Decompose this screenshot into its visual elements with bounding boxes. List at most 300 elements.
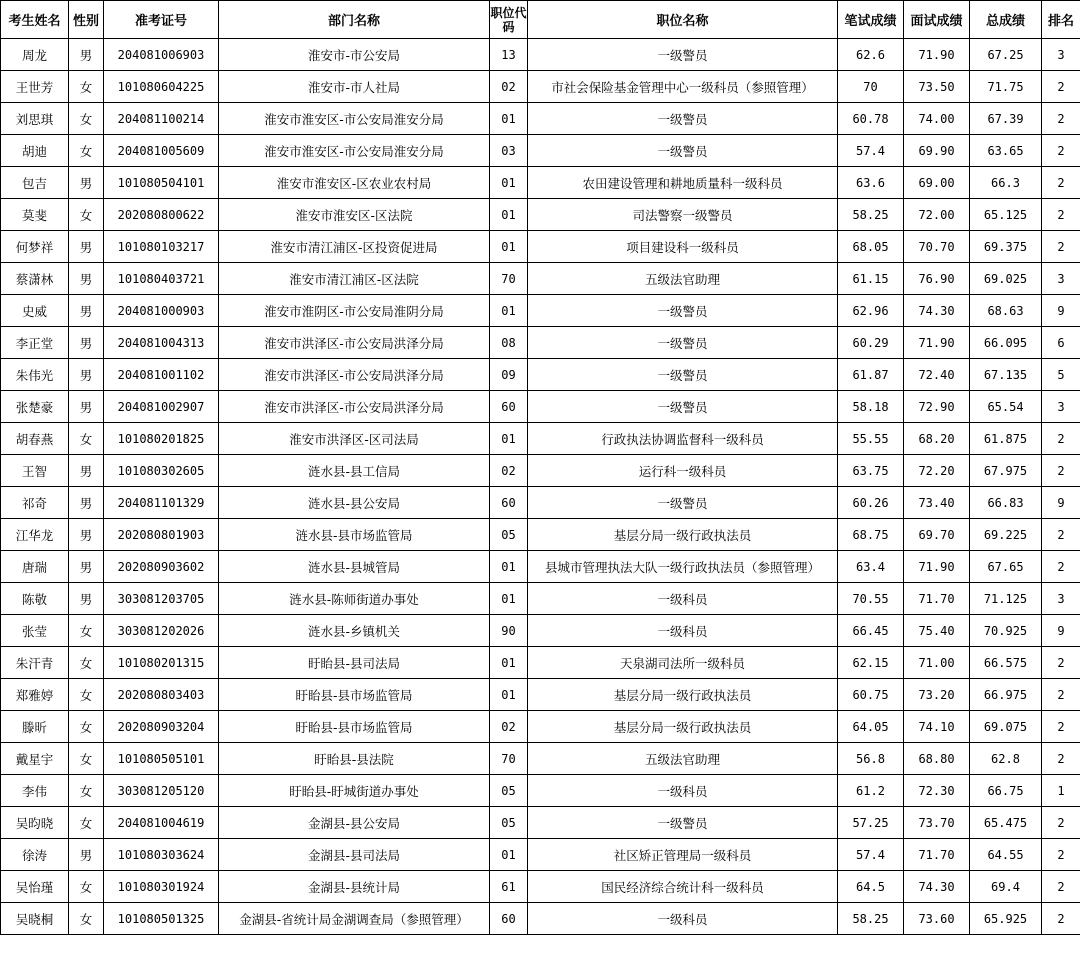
table-row — [1, 871, 1080, 903]
cell-written-score: 61.87 — [838, 359, 904, 391]
table-row — [1, 423, 1080, 455]
cell-total-score: 67.25 — [970, 39, 1042, 71]
cell-written-score: 62.96 — [838, 295, 904, 327]
cell-name: 陈敬 — [1, 583, 69, 615]
cell-written-score: 66.45 — [838, 615, 904, 647]
cell-total-score: 68.63 — [970, 295, 1042, 327]
cell-rank: 2 — [1042, 647, 1080, 679]
cell-rank: 1 — [1042, 775, 1080, 807]
cell-rank: 2 — [1042, 103, 1080, 135]
cell-written-score: 60.75 — [838, 679, 904, 711]
cell-position-name: 一级警员 — [528, 103, 838, 135]
cell-written-score: 57.4 — [838, 135, 904, 167]
cell-position-code: 01 — [490, 647, 528, 679]
table-row — [1, 327, 1080, 359]
cell-name: 周龙 — [1, 39, 69, 71]
cell-department: 淮安市清江浦区-区投资促进局 — [219, 231, 490, 263]
cell-position-code: 61 — [490, 871, 528, 903]
cell-department: 涟水县-县市场监管局 — [219, 519, 490, 551]
cell-position-code: 01 — [490, 551, 528, 583]
cell-rank: 9 — [1042, 615, 1080, 647]
cell-department: 淮安市清江浦区-区法院 — [219, 263, 490, 295]
cell-exam-id: 303081203705 — [104, 583, 219, 615]
cell-name: 郑雅婷 — [1, 679, 69, 711]
cell-gender: 女 — [69, 807, 104, 839]
cell-position-code: 05 — [490, 775, 528, 807]
header-position-name: 职位名称 — [528, 1, 838, 39]
cell-rank: 2 — [1042, 231, 1080, 263]
cell-position-code: 60 — [490, 903, 528, 935]
cell-total-score: 69.225 — [970, 519, 1042, 551]
cell-name: 张莹 — [1, 615, 69, 647]
cell-written-score: 63.75 — [838, 455, 904, 487]
cell-written-score: 57.4 — [838, 839, 904, 871]
cell-name: 王智 — [1, 455, 69, 487]
cell-name: 胡春燕 — [1, 423, 69, 455]
table-row — [1, 519, 1080, 551]
header-row — [1, 1, 1080, 39]
cell-interview-score: 72.00 — [904, 199, 970, 231]
cell-department: 淮安市洪泽区-市公安局洪泽分局 — [219, 327, 490, 359]
cell-exam-id: 204081005609 — [104, 135, 219, 167]
cell-position-code: 01 — [490, 231, 528, 263]
cell-department: 淮安市洪泽区-市公安局洪泽分局 — [219, 391, 490, 423]
cell-exam-id: 303081205120 — [104, 775, 219, 807]
cell-interview-score: 74.30 — [904, 871, 970, 903]
cell-interview-score: 74.30 — [904, 295, 970, 327]
table-row — [1, 391, 1080, 423]
cell-position-name: 基层分局一级行政执法员 — [528, 679, 838, 711]
cell-total-score: 66.3 — [970, 167, 1042, 199]
cell-written-score: 68.75 — [838, 519, 904, 551]
cell-rank: 5 — [1042, 359, 1080, 391]
cell-gender: 女 — [69, 103, 104, 135]
cell-position-name: 五级法官助理 — [528, 263, 838, 295]
cell-written-score: 56.8 — [838, 743, 904, 775]
cell-interview-score: 72.30 — [904, 775, 970, 807]
cell-position-name: 县城市管理执法大队一级行政执法员（参照管理） — [528, 551, 838, 583]
cell-total-score: 61.875 — [970, 423, 1042, 455]
cell-position-name: 基层分局一级行政执法员 — [528, 711, 838, 743]
cell-written-score: 61.2 — [838, 775, 904, 807]
cell-interview-score: 71.00 — [904, 647, 970, 679]
cell-written-score: 55.55 — [838, 423, 904, 455]
cell-position-name: 一级科员 — [528, 903, 838, 935]
cell-position-name: 运行科一级科员 — [528, 455, 838, 487]
cell-total-score: 67.39 — [970, 103, 1042, 135]
cell-position-code: 03 — [490, 135, 528, 167]
table-row — [1, 199, 1080, 231]
cell-total-score: 67.65 — [970, 551, 1042, 583]
table-row — [1, 71, 1080, 103]
cell-department: 盱眙县-县法院 — [219, 743, 490, 775]
header-interview-score: 面试成绩 — [904, 1, 970, 39]
cell-name: 朱汗青 — [1, 647, 69, 679]
cell-gender: 女 — [69, 711, 104, 743]
table-row — [1, 455, 1080, 487]
cell-interview-score: 73.20 — [904, 679, 970, 711]
cell-department: 涟水县-县城管局 — [219, 551, 490, 583]
cell-written-score: 60.26 — [838, 487, 904, 519]
cell-position-code: 01 — [490, 199, 528, 231]
cell-department: 金湖县-县统计局 — [219, 871, 490, 903]
cell-total-score: 67.975 — [970, 455, 1042, 487]
cell-written-score: 62.15 — [838, 647, 904, 679]
cell-interview-score: 72.40 — [904, 359, 970, 391]
cell-gender: 男 — [69, 39, 104, 71]
cell-written-score: 62.6 — [838, 39, 904, 71]
table-row — [1, 583, 1080, 615]
cell-interview-score: 73.60 — [904, 903, 970, 935]
cell-interview-score: 69.70 — [904, 519, 970, 551]
table-row — [1, 839, 1080, 871]
cell-rank: 2 — [1042, 743, 1080, 775]
cell-total-score: 69.375 — [970, 231, 1042, 263]
cell-interview-score: 70.70 — [904, 231, 970, 263]
cell-position-name: 行政执法协调监督科一级科员 — [528, 423, 838, 455]
cell-position-name: 一级警员 — [528, 295, 838, 327]
table-row — [1, 903, 1080, 935]
header-position-code: 职位代码 — [490, 1, 528, 39]
cell-position-name: 一级科员 — [528, 583, 838, 615]
cell-written-score: 58.25 — [838, 199, 904, 231]
cell-position-code: 01 — [490, 583, 528, 615]
cell-interview-score: 74.10 — [904, 711, 970, 743]
cell-department: 涟水县-县工信局 — [219, 455, 490, 487]
table-row — [1, 167, 1080, 199]
table-row — [1, 679, 1080, 711]
cell-exam-id: 204081004313 — [104, 327, 219, 359]
cell-rank: 3 — [1042, 391, 1080, 423]
cell-name: 江华龙 — [1, 519, 69, 551]
cell-gender: 男 — [69, 455, 104, 487]
cell-exam-id: 204081000903 — [104, 295, 219, 327]
cell-interview-score: 72.20 — [904, 455, 970, 487]
cell-position-code: 05 — [490, 519, 528, 551]
cell-rank: 3 — [1042, 583, 1080, 615]
cell-name: 蔡潇林 — [1, 263, 69, 295]
cell-exam-id: 101080403721 — [104, 263, 219, 295]
cell-name: 史威 — [1, 295, 69, 327]
cell-rank: 2 — [1042, 711, 1080, 743]
cell-position-name: 基层分局一级行政执法员 — [528, 519, 838, 551]
table-row — [1, 263, 1080, 295]
cell-exam-id: 101080504101 — [104, 167, 219, 199]
cell-exam-id: 202080801903 — [104, 519, 219, 551]
cell-position-name: 一级科员 — [528, 615, 838, 647]
cell-interview-score: 69.90 — [904, 135, 970, 167]
cell-gender: 男 — [69, 551, 104, 583]
cell-name: 莫斐 — [1, 199, 69, 231]
cell-exam-id: 204081002907 — [104, 391, 219, 423]
cell-interview-score: 71.70 — [904, 839, 970, 871]
cell-name: 滕昕 — [1, 711, 69, 743]
cell-interview-score: 69.00 — [904, 167, 970, 199]
cell-position-code: 08 — [490, 327, 528, 359]
table-body — [1, 39, 1080, 935]
cell-position-code: 70 — [490, 263, 528, 295]
cell-gender: 女 — [69, 871, 104, 903]
cell-exam-id: 204081100214 — [104, 103, 219, 135]
cell-interview-score: 71.90 — [904, 39, 970, 71]
header-exam-id: 准考证号 — [104, 1, 219, 39]
table-row — [1, 295, 1080, 327]
table-row — [1, 775, 1080, 807]
cell-position-name: 一级科员 — [528, 775, 838, 807]
cell-name: 朱伟光 — [1, 359, 69, 391]
cell-gender: 男 — [69, 391, 104, 423]
cell-name: 胡迪 — [1, 135, 69, 167]
cell-department: 盱眙县-盱城街道办事处 — [219, 775, 490, 807]
cell-rank: 2 — [1042, 455, 1080, 487]
header-name: 考生姓名 — [1, 1, 69, 39]
cell-interview-score: 74.00 — [904, 103, 970, 135]
cell-rank: 2 — [1042, 199, 1080, 231]
cell-exam-id: 202080803403 — [104, 679, 219, 711]
cell-position-name: 天泉湖司法所一级科员 — [528, 647, 838, 679]
cell-position-code: 01 — [490, 295, 528, 327]
cell-department: 盱眙县-县司法局 — [219, 647, 490, 679]
cell-name: 李正堂 — [1, 327, 69, 359]
cell-position-name: 一级警员 — [528, 135, 838, 167]
cell-department: 涟水县-乡镇机关 — [219, 615, 490, 647]
cell-name: 吴昀晓 — [1, 807, 69, 839]
cell-exam-id: 101080103217 — [104, 231, 219, 263]
cell-exam-id: 204081004619 — [104, 807, 219, 839]
cell-rank: 2 — [1042, 519, 1080, 551]
cell-position-code: 09 — [490, 359, 528, 391]
cell-gender: 男 — [69, 359, 104, 391]
cell-gender: 女 — [69, 199, 104, 231]
cell-gender: 男 — [69, 583, 104, 615]
cell-name: 李伟 — [1, 775, 69, 807]
cell-written-score: 64.5 — [838, 871, 904, 903]
cell-department: 涟水县-县公安局 — [219, 487, 490, 519]
cell-position-name: 一级警员 — [528, 327, 838, 359]
cell-total-score: 67.135 — [970, 359, 1042, 391]
cell-gender: 男 — [69, 231, 104, 263]
table-row — [1, 487, 1080, 519]
cell-exam-id: 204081101329 — [104, 487, 219, 519]
cell-gender: 男 — [69, 327, 104, 359]
cell-gender: 女 — [69, 135, 104, 167]
header-department: 部门名称 — [219, 1, 490, 39]
cell-exam-id: 101080303624 — [104, 839, 219, 871]
cell-department: 涟水县-陈师街道办事处 — [219, 583, 490, 615]
header-total-score: 总成绩 — [970, 1, 1042, 39]
cell-interview-score: 71.90 — [904, 551, 970, 583]
cell-total-score: 66.975 — [970, 679, 1042, 711]
cell-gender: 女 — [69, 647, 104, 679]
cell-exam-id: 101080201825 — [104, 423, 219, 455]
cell-gender: 女 — [69, 903, 104, 935]
cell-department: 淮安市洪泽区-区司法局 — [219, 423, 490, 455]
table-row — [1, 743, 1080, 775]
cell-written-score: 57.25 — [838, 807, 904, 839]
cell-exam-id: 101080604225 — [104, 71, 219, 103]
cell-interview-score: 73.70 — [904, 807, 970, 839]
cell-position-name: 农田建设管理和耕地质量科一级科员 — [528, 167, 838, 199]
cell-interview-score: 73.40 — [904, 487, 970, 519]
cell-gender: 男 — [69, 167, 104, 199]
cell-gender: 男 — [69, 263, 104, 295]
cell-rank: 3 — [1042, 263, 1080, 295]
cell-department: 淮安市洪泽区-市公安局洪泽分局 — [219, 359, 490, 391]
cell-department: 金湖县-县公安局 — [219, 807, 490, 839]
cell-exam-id: 101080301924 — [104, 871, 219, 903]
cell-position-code: 05 — [490, 807, 528, 839]
cell-rank: 2 — [1042, 871, 1080, 903]
cell-exam-id: 202080903602 — [104, 551, 219, 583]
cell-position-name: 一级警员 — [528, 391, 838, 423]
cell-gender: 女 — [69, 679, 104, 711]
cell-position-code: 90 — [490, 615, 528, 647]
cell-gender: 女 — [69, 71, 104, 103]
cell-position-code: 13 — [490, 39, 528, 71]
cell-written-score: 70 — [838, 71, 904, 103]
cell-department: 淮安市淮安区-市公安局淮安分局 — [219, 135, 490, 167]
cell-position-name: 社区矫正管理局一级科员 — [528, 839, 838, 871]
cell-rank: 6 — [1042, 327, 1080, 359]
cell-gender: 男 — [69, 295, 104, 327]
cell-exam-id: 101080302605 — [104, 455, 219, 487]
cell-position-name: 国民经济综合统计科一级科员 — [528, 871, 838, 903]
cell-name: 唐瑞 — [1, 551, 69, 583]
table-row — [1, 551, 1080, 583]
table-row — [1, 807, 1080, 839]
cell-department: 金湖县-县司法局 — [219, 839, 490, 871]
cell-exam-id: 202080903204 — [104, 711, 219, 743]
cell-position-code: 01 — [490, 839, 528, 871]
cell-position-name: 项目建设科一级科员 — [528, 231, 838, 263]
table-row — [1, 711, 1080, 743]
cell-written-score: 60.29 — [838, 327, 904, 359]
cell-written-score: 60.78 — [838, 103, 904, 135]
cell-total-score: 69.075 — [970, 711, 1042, 743]
cell-written-score: 58.25 — [838, 903, 904, 935]
cell-position-code: 02 — [490, 455, 528, 487]
cell-rank: 3 — [1042, 39, 1080, 71]
cell-gender: 女 — [69, 423, 104, 455]
table-row — [1, 231, 1080, 263]
cell-name: 吴怡瑾 — [1, 871, 69, 903]
cell-total-score: 66.575 — [970, 647, 1042, 679]
table-row — [1, 103, 1080, 135]
cell-total-score: 66.095 — [970, 327, 1042, 359]
cell-rank: 2 — [1042, 135, 1080, 167]
cell-name: 张楚豪 — [1, 391, 69, 423]
cell-total-score: 71.125 — [970, 583, 1042, 615]
cell-exam-id: 101080505101 — [104, 743, 219, 775]
cell-written-score: 63.4 — [838, 551, 904, 583]
cell-position-name: 司法警察一级警员 — [528, 199, 838, 231]
table-row — [1, 647, 1080, 679]
cell-interview-score: 68.80 — [904, 743, 970, 775]
cell-exam-id: 204081006903 — [104, 39, 219, 71]
cell-name: 包吉 — [1, 167, 69, 199]
cell-rank: 2 — [1042, 807, 1080, 839]
cell-interview-score: 71.70 — [904, 583, 970, 615]
cell-department: 淮安市-市人社局 — [219, 71, 490, 103]
cell-rank: 2 — [1042, 423, 1080, 455]
cell-gender: 男 — [69, 839, 104, 871]
cell-rank: 9 — [1042, 487, 1080, 519]
cell-position-code: 02 — [490, 711, 528, 743]
cell-department: 淮安市淮安区-市公安局淮安分局 — [219, 103, 490, 135]
cell-position-name: 一级警员 — [528, 359, 838, 391]
cell-name: 徐涛 — [1, 839, 69, 871]
cell-gender: 女 — [69, 615, 104, 647]
cell-department: 盱眙县-县市场监管局 — [219, 679, 490, 711]
cell-total-score: 69.4 — [970, 871, 1042, 903]
cell-position-code: 02 — [490, 71, 528, 103]
cell-interview-score: 73.50 — [904, 71, 970, 103]
cell-total-score: 65.125 — [970, 199, 1042, 231]
cell-written-score: 64.05 — [838, 711, 904, 743]
cell-gender: 男 — [69, 487, 104, 519]
header-rank: 排名 — [1042, 1, 1080, 39]
cell-exam-id: 303081202026 — [104, 615, 219, 647]
cell-exam-id: 202080800622 — [104, 199, 219, 231]
table-row — [1, 39, 1080, 71]
cell-interview-score: 68.20 — [904, 423, 970, 455]
cell-rank: 2 — [1042, 551, 1080, 583]
cell-name: 何梦祥 — [1, 231, 69, 263]
cell-rank: 2 — [1042, 167, 1080, 199]
cell-name: 吴晓桐 — [1, 903, 69, 935]
cell-rank: 2 — [1042, 839, 1080, 871]
cell-department: 淮安市淮安区-区法院 — [219, 199, 490, 231]
table-row — [1, 135, 1080, 167]
cell-exam-id: 204081001102 — [104, 359, 219, 391]
cell-position-code: 01 — [490, 679, 528, 711]
cell-department: 盱眙县-县市场监管局 — [219, 711, 490, 743]
cell-written-score: 58.18 — [838, 391, 904, 423]
cell-written-score: 63.6 — [838, 167, 904, 199]
cell-total-score: 62.8 — [970, 743, 1042, 775]
cell-position-code: 01 — [490, 423, 528, 455]
cell-position-name: 一级警员 — [528, 807, 838, 839]
cell-interview-score: 71.90 — [904, 327, 970, 359]
cell-position-code: 60 — [490, 391, 528, 423]
cell-rank: 2 — [1042, 679, 1080, 711]
cell-total-score: 70.925 — [970, 615, 1042, 647]
cell-rank: 2 — [1042, 903, 1080, 935]
cell-department: 淮安市淮安区-区农业农村局 — [219, 167, 490, 199]
cell-total-score: 65.925 — [970, 903, 1042, 935]
cell-written-score: 70.55 — [838, 583, 904, 615]
cell-exam-id: 101080201315 — [104, 647, 219, 679]
cell-name: 祁奇 — [1, 487, 69, 519]
cell-total-score: 66.75 — [970, 775, 1042, 807]
cell-position-code: 70 — [490, 743, 528, 775]
cell-total-score: 71.75 — [970, 71, 1042, 103]
cell-total-score: 69.025 — [970, 263, 1042, 295]
cell-rank: 9 — [1042, 295, 1080, 327]
cell-position-name: 五级法官助理 — [528, 743, 838, 775]
cell-position-name: 一级警员 — [528, 39, 838, 71]
header-written-score: 笔试成绩 — [838, 1, 904, 39]
table-row — [1, 359, 1080, 391]
cell-interview-score: 76.90 — [904, 263, 970, 295]
cell-interview-score: 72.90 — [904, 391, 970, 423]
cell-gender: 男 — [69, 519, 104, 551]
cell-position-code: 01 — [490, 103, 528, 135]
cell-total-score: 66.83 — [970, 487, 1042, 519]
cell-written-score: 61.15 — [838, 263, 904, 295]
cell-rank: 2 — [1042, 71, 1080, 103]
cell-department: 金湖县-省统计局金湖调查局（参照管理） — [219, 903, 490, 935]
